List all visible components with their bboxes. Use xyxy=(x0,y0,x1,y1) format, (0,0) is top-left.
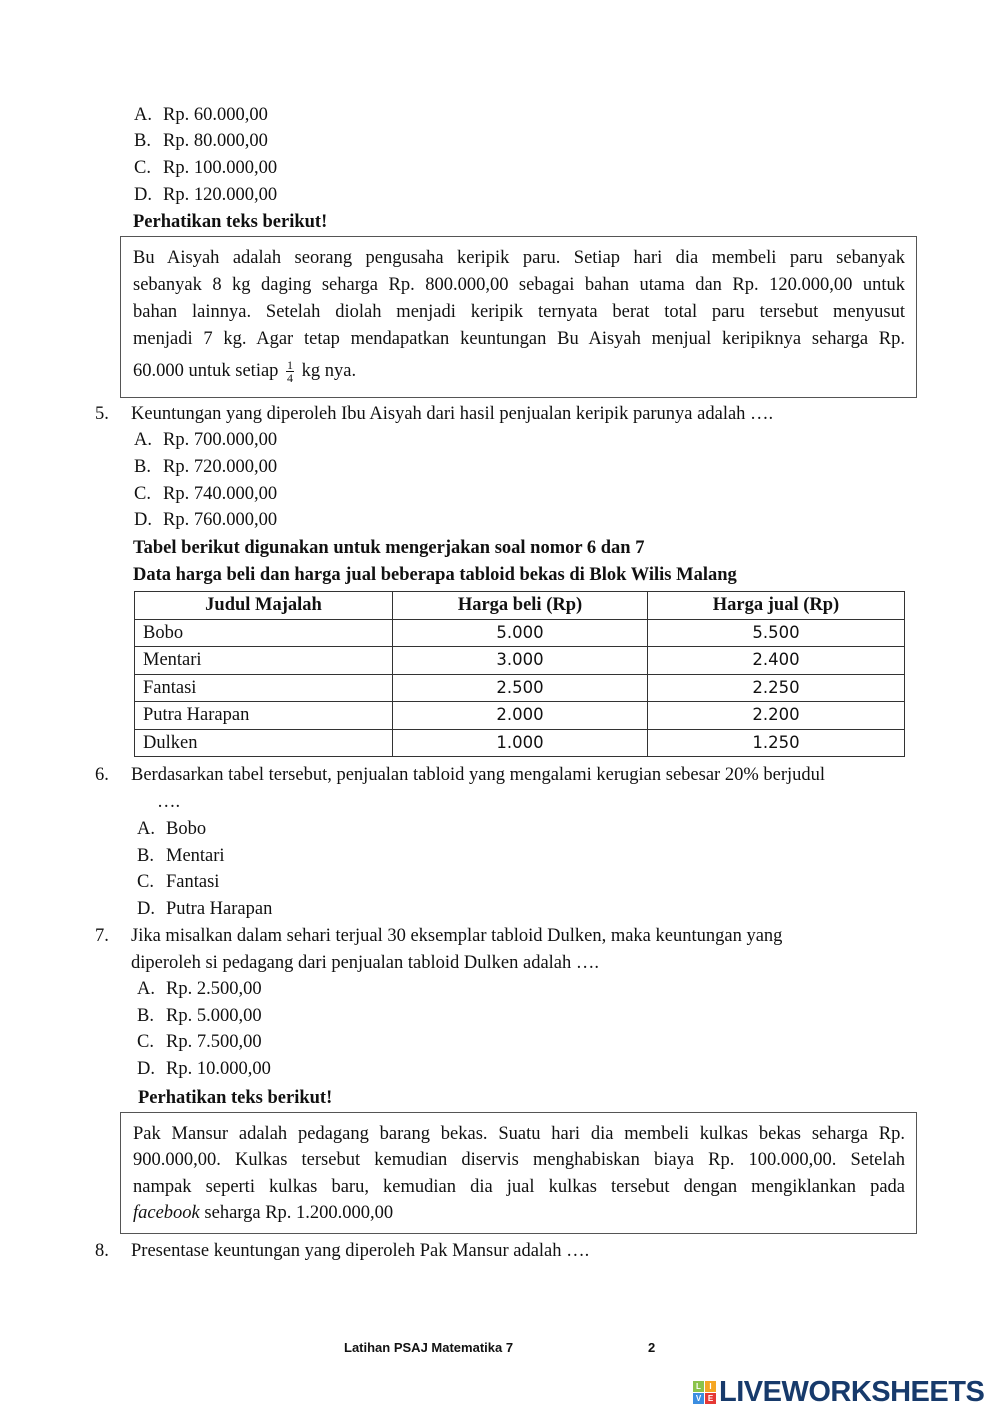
option-text: Rp. 100.000,00 xyxy=(163,158,278,178)
cell-sell-price: 2.200 xyxy=(648,702,905,730)
cell-sell-price: 2.400 xyxy=(648,647,905,675)
cell-buy-price: 1.000 xyxy=(393,729,648,757)
option-text: Fantasi xyxy=(166,872,220,892)
option-text: Mentari xyxy=(166,846,225,866)
table-row xyxy=(135,729,905,757)
story-line xyxy=(133,359,905,384)
option-letter: C. xyxy=(134,484,151,504)
answer-option[interactable] xyxy=(134,429,277,451)
logo-tile: I xyxy=(705,1381,716,1392)
option-text: Rp. 700.000,00 xyxy=(163,430,278,450)
answer-option[interactable] xyxy=(134,184,277,206)
option-text: Rp. 720.000,00 xyxy=(163,457,278,477)
text: 60.000 untuk setiap xyxy=(133,360,279,381)
story-line: Bu Aisyah adalah seorang pengusaha keripik paru. Setiap hari dia membeli paru sebanyak xyxy=(133,248,905,268)
story-line: sebanyak 8 kg daging seharga Rp. 800.000,00 sebagai bahan utama dan Rp. 120.000,00 untuk xyxy=(133,275,905,295)
option-letter: B. xyxy=(137,1006,154,1026)
cell-title: Dulken xyxy=(135,729,393,757)
cell-buy-price: 2.000 xyxy=(393,702,648,730)
answer-option[interactable] xyxy=(134,456,277,478)
cell-title: Bobo xyxy=(135,619,393,647)
option-text: Rp. 120.000,00 xyxy=(163,185,278,205)
answer-option[interactable] xyxy=(134,483,277,505)
story-line: bahan lainnya. Setelah diolah menjadi keripik ternyata berat total paru tersebut menyusut xyxy=(133,302,905,322)
answer-option[interactable] xyxy=(137,818,206,840)
q5-number: 5. xyxy=(95,404,109,424)
option-letter: C. xyxy=(137,872,154,892)
story-line: nampak seperti kulkas baru, kemudian dia jual kulkas tersebut dengan mengiklankan pada xyxy=(133,1177,905,1197)
notice-heading: Perhatikan teks berikut! xyxy=(138,1088,333,1108)
cell-title: Fantasi xyxy=(135,674,393,702)
column-header: Harga jual (Rp) xyxy=(648,592,905,620)
q6-number: 6. xyxy=(95,765,109,785)
answer-option[interactable] xyxy=(137,1005,262,1027)
text: seharga Rp. 1.200.000,00 xyxy=(199,1203,394,1223)
logo-tile: E xyxy=(705,1393,716,1404)
answer-option[interactable] xyxy=(137,871,219,893)
story-line xyxy=(133,1202,905,1224)
option-text: Rp. 80.000,00 xyxy=(163,131,268,151)
option-letter: A. xyxy=(137,819,155,839)
story-box-aisyah xyxy=(120,236,917,398)
q7-number: 7. xyxy=(95,926,109,946)
q5-text: Keuntungan yang diperoleh Ibu Aisyah dari hasil penjualan keripik parunya adalah …. xyxy=(131,404,774,424)
answer-option[interactable] xyxy=(137,1031,262,1053)
option-text: Rp. 10.000,00 xyxy=(166,1059,271,1079)
fraction xyxy=(286,359,294,384)
option-letter: A. xyxy=(134,430,152,450)
answer-option[interactable] xyxy=(134,509,277,531)
answer-option[interactable] xyxy=(134,157,277,179)
denominator: 4 xyxy=(287,371,294,385)
facebook-text: facebook xyxy=(133,1203,200,1223)
cell-title: Putra Harapan xyxy=(135,702,393,730)
cell-buy-price: 2.500 xyxy=(393,674,648,702)
answer-option[interactable] xyxy=(134,104,268,126)
option-letter: C. xyxy=(137,1032,154,1052)
option-letter: B. xyxy=(137,846,154,866)
q6-text-cont: …. xyxy=(157,792,181,812)
q7-text: Jika misalkan dalam sehari terjual 30 eksemplar tabloid Dulken, maka keuntungan yang xyxy=(131,926,783,946)
notice-heading: Perhatikan teks berikut! xyxy=(133,212,328,232)
table-title: Data harga beli dan harga jual beberapa tabloid bekas di Blok Wilis Malang xyxy=(133,565,737,585)
option-letter: D. xyxy=(134,510,152,530)
option-text: Rp. 2.500,00 xyxy=(166,979,262,999)
q6-text: Berdasarkan tabel tersebut, penjualan tabloid yang mengalami kerugian sebesar 20% berjudul xyxy=(131,765,826,785)
cell-title: Mentari xyxy=(135,647,393,675)
option-letter: A. xyxy=(134,105,152,125)
column-header: Judul Majalah xyxy=(135,592,393,620)
table-intro: Tabel berikut digunakan untuk mengerjakan soal nomor 6 dan 7 xyxy=(133,538,645,558)
option-text: Rp. 760.000,00 xyxy=(163,510,278,530)
q7-text-cont: diperoleh si pedagang dari penjualan tabloid Dulken adalah …. xyxy=(131,953,600,973)
answer-option[interactable] xyxy=(134,130,268,152)
table-row xyxy=(135,674,905,702)
answer-option[interactable] xyxy=(137,1058,271,1080)
option-text: Putra Harapan xyxy=(166,899,273,919)
cell-sell-price: 2.250 xyxy=(648,674,905,702)
option-text: Rp. 5.000,00 xyxy=(166,1006,262,1026)
text: kg nya. xyxy=(301,360,357,381)
story-line: 900.000,00. Kulkas tersebut kemudian diservis menghabiskan biaya Rp. 100.000,00. Setelah xyxy=(133,1150,905,1170)
option-letter: D. xyxy=(137,1059,155,1079)
option-letter: B. xyxy=(134,131,151,151)
option-text: Rp. 7.500,00 xyxy=(166,1032,262,1052)
answer-option[interactable] xyxy=(137,978,262,1000)
column-header: Harga beli (Rp) xyxy=(393,592,648,620)
option-text: Bobo xyxy=(166,819,207,839)
story-box-mansur xyxy=(120,1112,917,1234)
logo-tile: V xyxy=(693,1393,704,1404)
answer-option[interactable] xyxy=(137,898,272,920)
story-line: Pak Mansur adalah pedagang barang bekas. Suatu hari dia membeli kulkas bekas seharga Rp. xyxy=(133,1124,905,1144)
liveworksheets-logo xyxy=(693,1376,984,1409)
cell-buy-price: 3.000 xyxy=(393,647,648,675)
story-line: menjadi 7 kg. Agar tetap mendapatkan keuntungan Bu Aisyah menjual keripiknya seharga Rp. xyxy=(133,329,905,349)
q8-text: Presentase keuntungan yang diperoleh Pak Mansur adalah …. xyxy=(131,1241,590,1261)
option-letter: C. xyxy=(134,158,151,178)
option-letter: A. xyxy=(137,979,155,999)
table-row xyxy=(135,619,905,647)
page-number: 2 xyxy=(648,1340,656,1355)
option-text: Rp. 740.000,00 xyxy=(163,484,278,504)
option-letter: D. xyxy=(134,185,152,205)
cell-sell-price: 5.500 xyxy=(648,619,905,647)
logo-text: LIVEWORKSHEETS xyxy=(719,1376,985,1408)
cell-buy-price: 5.000 xyxy=(393,619,648,647)
footer-title: Latihan PSAJ Matematika 7 xyxy=(344,1340,514,1355)
option-letter: B. xyxy=(134,457,151,477)
logo-tile: L xyxy=(693,1381,704,1392)
table-row xyxy=(135,647,905,675)
cell-sell-price: 1.250 xyxy=(648,729,905,757)
option-text: Rp. 60.000,00 xyxy=(163,105,268,125)
q8-number: 8. xyxy=(95,1241,109,1261)
logo-tiles-icon xyxy=(693,1381,716,1404)
answer-option[interactable] xyxy=(137,845,225,867)
table-row xyxy=(135,702,905,730)
tabloid-table xyxy=(134,591,905,757)
option-letter: D. xyxy=(137,899,155,919)
numerator: 1 xyxy=(287,358,294,372)
